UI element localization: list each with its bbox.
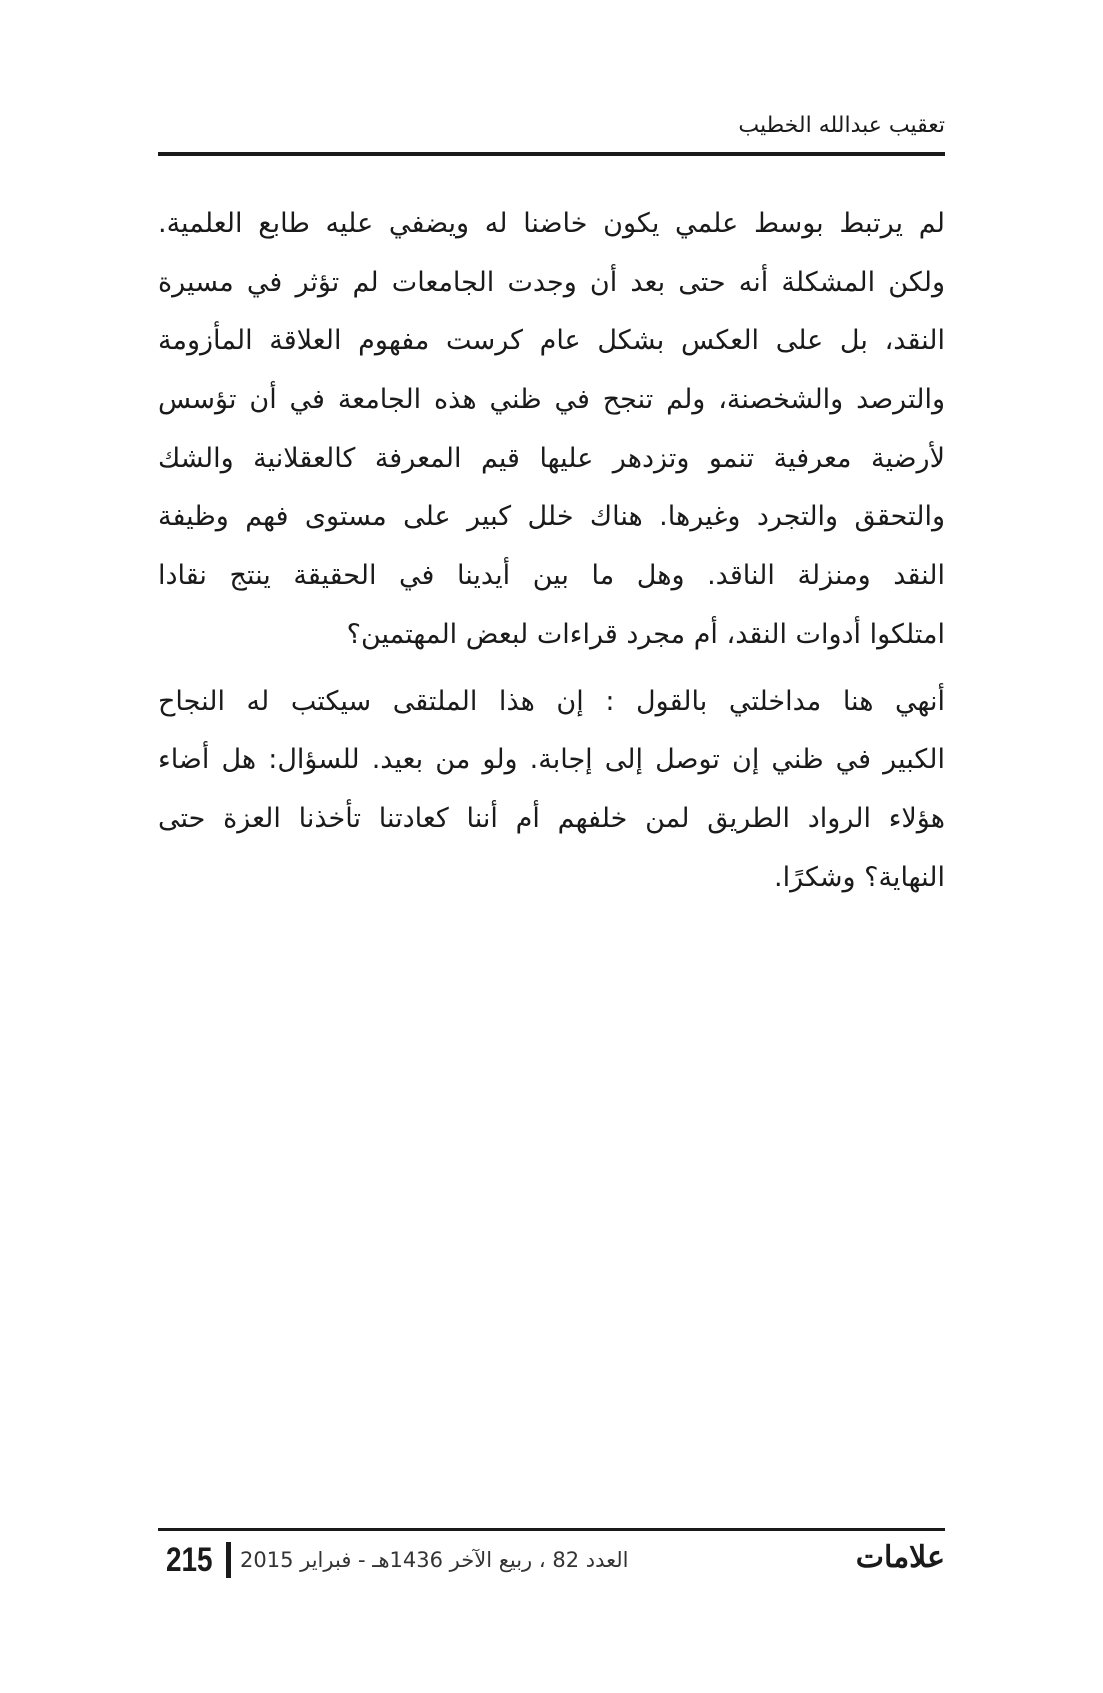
text-line: والتحقق والتجرد وغيرها. هناك خلل كبير على مستوى فهم وظيفة	[158, 501, 945, 533]
footer-rule	[158, 1528, 945, 1531]
text-line: ولكن المشكلة أنه حتى بعد أن وجدت الجامعات لم تؤثر في مسيرة	[158, 266, 945, 298]
text-line: النقد، بل على العكس بشكل عام كرست مفهوم العلاقة المأزومة	[158, 325, 945, 357]
paragraph	[158, 195, 945, 665]
text-line: والترصد والشخصنة، ولم تنجح في ظني هذه الجامعة في أن تؤسس	[158, 384, 945, 416]
page-number: 215	[166, 1541, 213, 1579]
journal-logo: علامات	[855, 1540, 945, 1575]
paragraph	[158, 673, 945, 908]
article-body	[158, 195, 945, 907]
text-line: النقد ومنزلة الناقد. وهل ما بين أيدينا في الحقيقة ينتج نقادا	[158, 560, 945, 592]
page-footer	[158, 1540, 945, 1580]
issue-info: العدد 82 ، ربيع الآخر 1436هـ - فبراير 2015	[240, 1548, 629, 1572]
header-rule	[158, 152, 945, 156]
text-line: لأرضية معرفية تنمو وتزدهر عليها قيم المعرفة كالعقلانية والشك	[158, 442, 945, 474]
text-line: امتلكوا أدوات النقد، أم مجرد قراءات لبعض المهتمين؟	[346, 618, 945, 650]
running-head-title: تعقيب عبدالله الخطيب	[738, 113, 945, 138]
footer-divider	[226, 1542, 231, 1578]
text-line: الكبير في ظني إن توصل إلى إجابة. ولو من بعيد. للسؤال: هل أضاء	[158, 744, 945, 776]
text-line: لم يرتبط بوسط علمي يكون خاضنا له ويضفي عليه طابع العلمية.	[158, 208, 945, 239]
text-line: هؤلاء الرواد الطريق لمن خلفهم أم أننا كعادتنا تأخذنا العزة حتى	[158, 802, 945, 834]
text-line: أنهي هنا مداخلتي بالقول : إن هذا الملتقى سيكتب له النجاح	[158, 685, 945, 717]
text-line: النهاية؟ وشكرًا.	[773, 861, 945, 893]
